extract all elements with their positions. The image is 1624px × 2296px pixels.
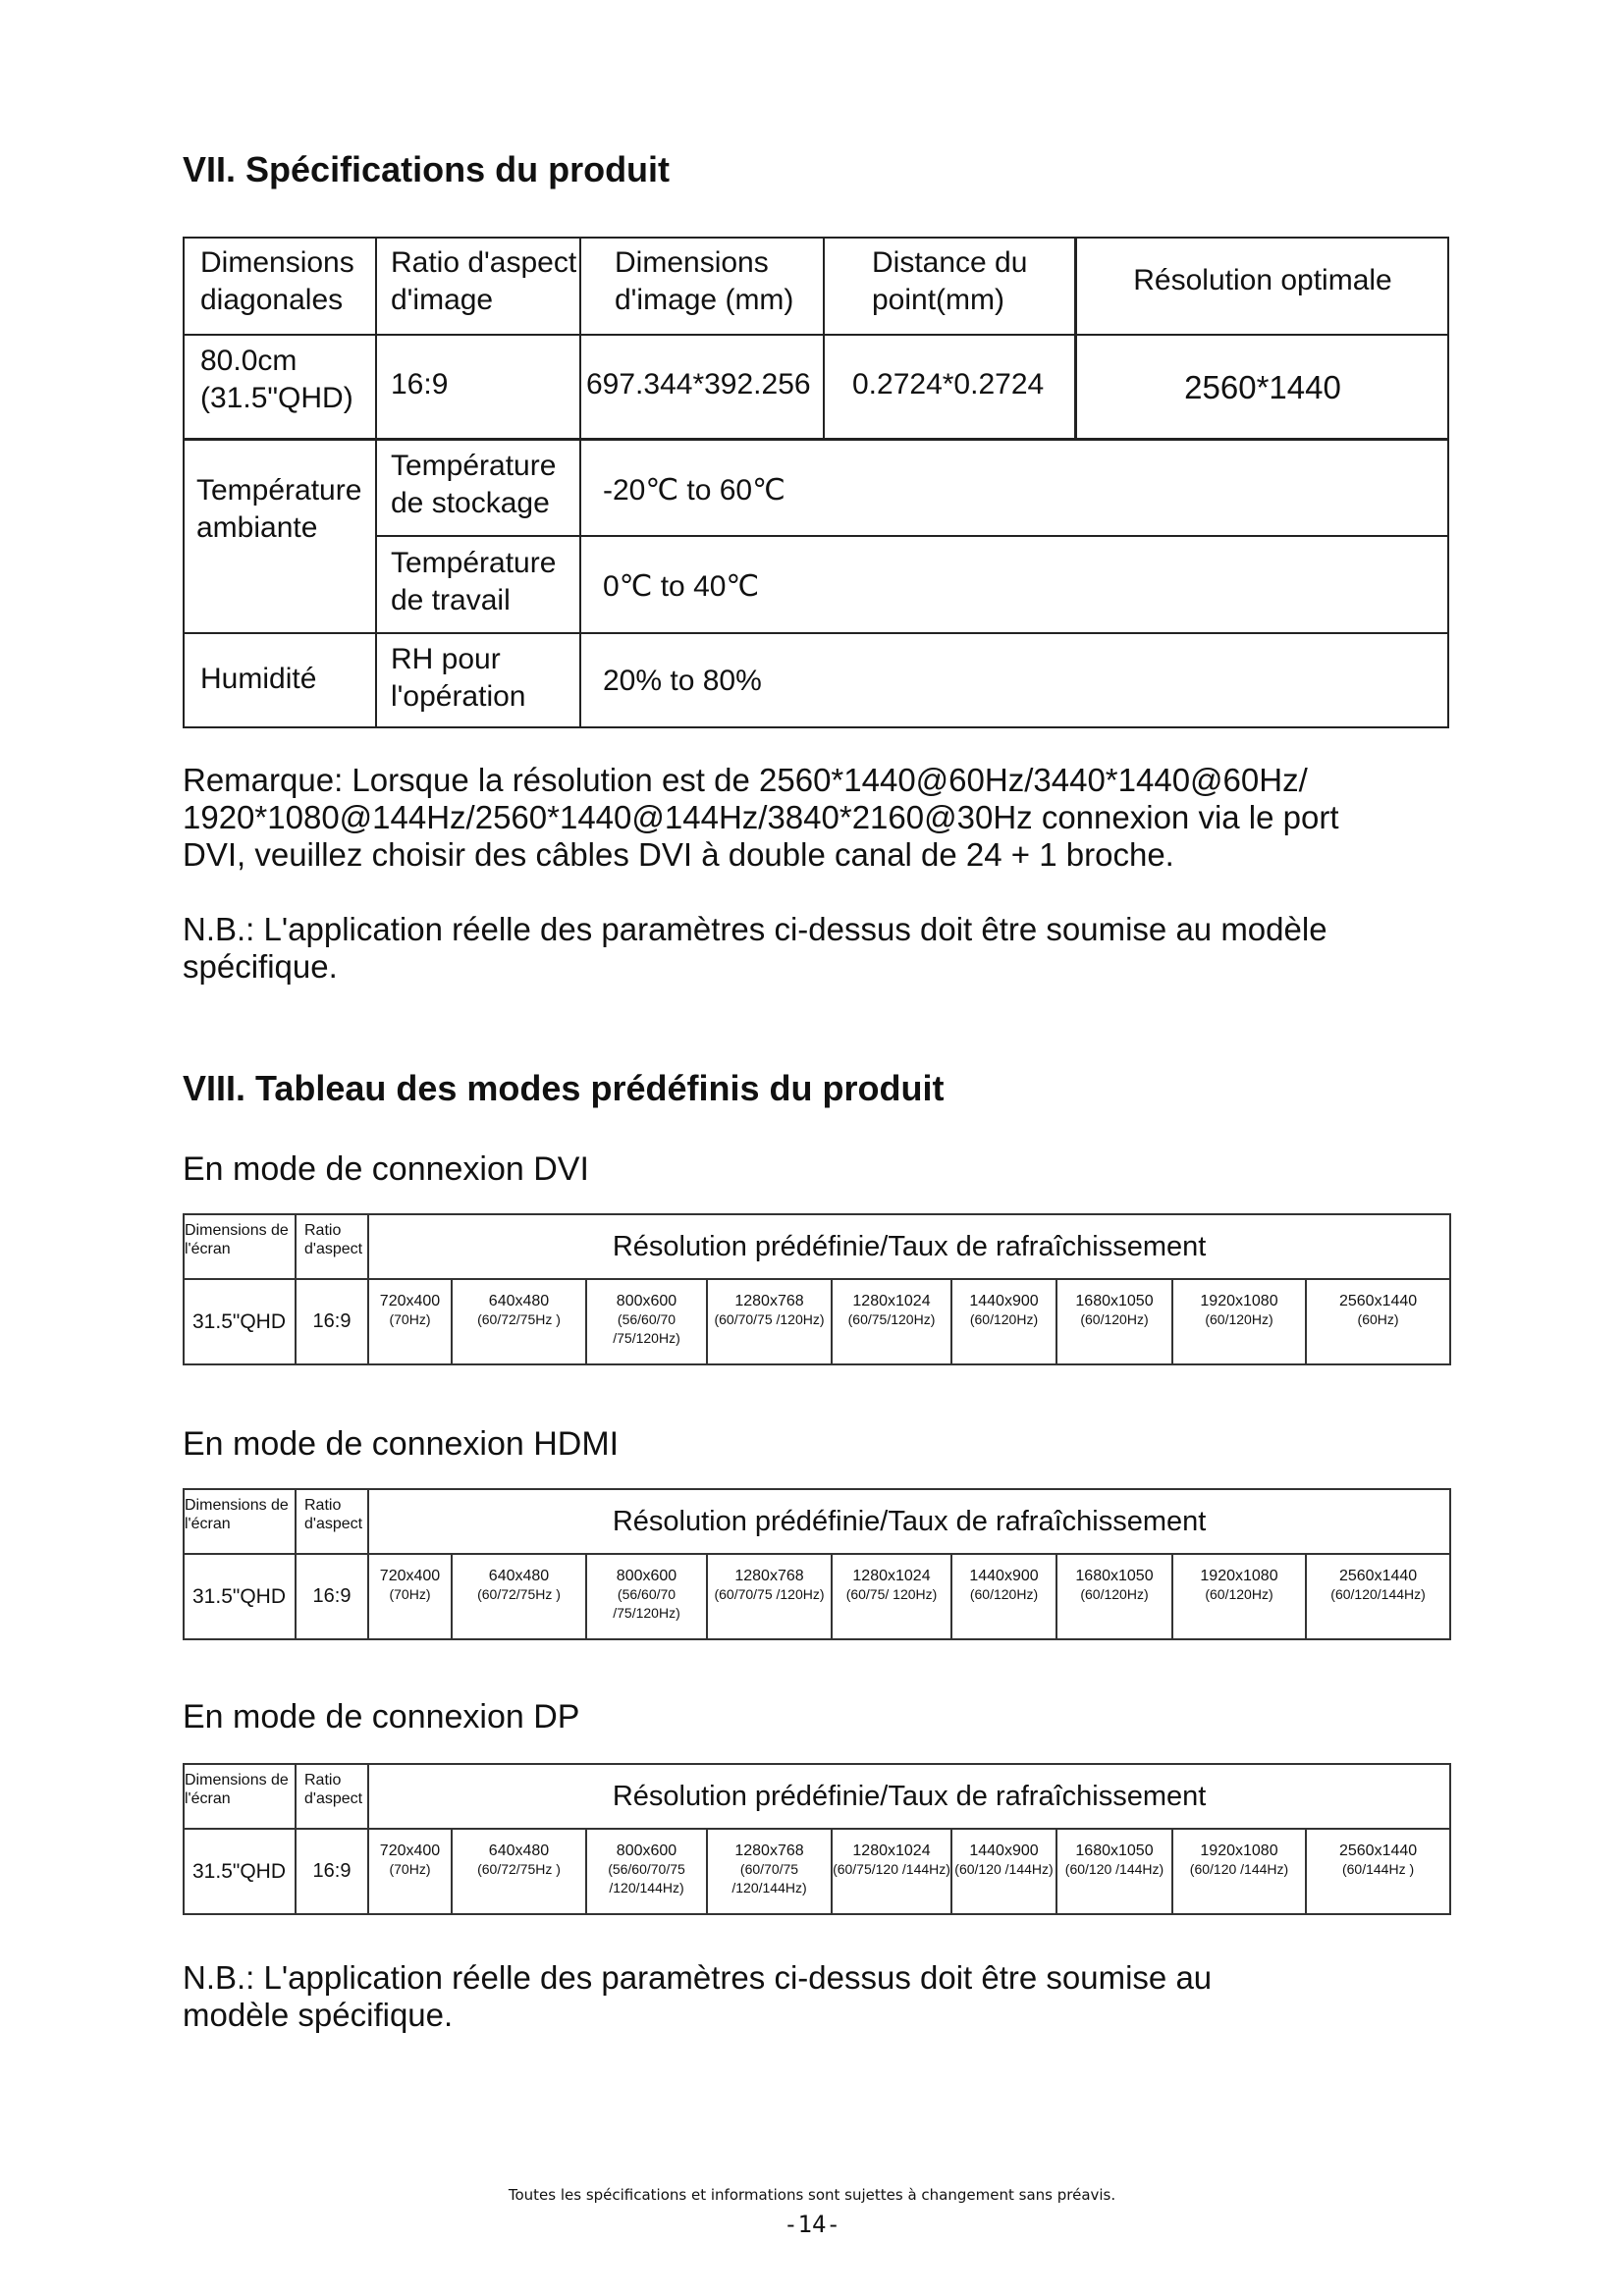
mode-rate: (60/70/75 /120/144Hz) xyxy=(731,1861,807,1896)
mode-cell xyxy=(1172,1554,1306,1639)
mode-rate: (60/75/120 /144Hz) xyxy=(833,1861,950,1877)
mode-rate: (60/72/75Hz ) xyxy=(477,1311,561,1327)
mode-rate: (70Hz) xyxy=(389,1586,431,1602)
remark-text: Remarque: Lorsque la résolution est de 2560*1440@60Hz/3440*1440@60Hz/ 1920*1080@144Hz/2560*1440@144Hz/3840*2160@30Hz connexion via le port DVI, veuillez choisir des câbles DVI à double canal de 24 + 1 broche. xyxy=(183,762,1339,873)
mode-resolution: 720x400 xyxy=(379,1568,441,1584)
aspect-ratio: 16:9 xyxy=(296,1554,368,1639)
value-resolution: 2560*1440 xyxy=(1184,369,1341,405)
section-8-title: VIII. Tableau des modes prédéfinis du produit xyxy=(183,1068,945,1108)
footer-note: Toutes les spécifications et informations sont sujettes à changement sans préavis. xyxy=(508,2186,1116,2204)
mode-resolution: 1680x1050 xyxy=(1075,1568,1154,1584)
mode-rate: (60/120Hz) xyxy=(1205,1311,1273,1327)
mode-cell xyxy=(1172,1279,1306,1364)
header-pitch: Distance du point(mm) xyxy=(872,246,1028,316)
value-pitch: 0.2724*0.2724 xyxy=(852,368,1045,400)
header-ratio: Ratio d'aspect d'image xyxy=(391,246,577,316)
mode-rate: (70Hz) xyxy=(389,1861,431,1877)
mode-rate: (56/60/70 /75/120Hz) xyxy=(613,1311,680,1346)
header-diagonal: Dimensions diagonales xyxy=(200,246,354,316)
mode-rate: (60/120 /144Hz) xyxy=(954,1861,1054,1877)
mode-resolution: 640x480 xyxy=(488,1568,550,1584)
page-number: -14- xyxy=(784,2211,840,2238)
mode-resolution: 720x400 xyxy=(379,1842,441,1859)
col-ratio-label: Ratio d'aspect xyxy=(296,1764,368,1829)
mode-rate: (70Hz) xyxy=(389,1311,431,1327)
mode-rate: (56/60/70/75 /120/144Hz) xyxy=(608,1861,685,1896)
mode-rate: (60/144Hz ) xyxy=(1341,1861,1415,1877)
mode-cell xyxy=(1306,1279,1450,1364)
mode-resolution: 1280x768 xyxy=(734,1568,804,1584)
mode-cell xyxy=(951,1829,1056,1914)
screen-size: 31.5"QHD xyxy=(184,1554,296,1639)
label-work-temp: Température de travail xyxy=(391,547,557,616)
mode-cell xyxy=(452,1829,586,1914)
mode-rate: (60/75/120Hz) xyxy=(847,1311,936,1327)
mode-resolution: 1280x1024 xyxy=(852,1842,931,1859)
mode-cell xyxy=(832,1829,951,1914)
mode-resolution: 2560x1440 xyxy=(1338,1293,1418,1309)
mode-cell xyxy=(1056,1279,1172,1364)
col-screen-label: Dimensions de l'écran xyxy=(184,1764,296,1829)
mode-resolution: 1280x768 xyxy=(734,1842,804,1859)
mode-resolution: 720x400 xyxy=(379,1293,441,1309)
mode-rate: (60Hz) xyxy=(1357,1311,1399,1327)
mode-rate: (60/120/144Hz) xyxy=(1330,1586,1426,1602)
mode-resolution: 640x480 xyxy=(488,1293,550,1309)
hdmi-mode-table xyxy=(183,1488,1451,1640)
mode-rate: (60/120Hz) xyxy=(1205,1586,1273,1602)
mode-resolution: 1280x768 xyxy=(734,1293,804,1309)
mode-rate: (60/72/75Hz ) xyxy=(477,1861,561,1877)
mode-rate: (60/120Hz) xyxy=(969,1586,1039,1602)
mode-cell xyxy=(586,1554,707,1639)
mode-resolution: 640x480 xyxy=(488,1842,550,1859)
screen-size: 31.5"QHD xyxy=(184,1279,296,1364)
mode-cell xyxy=(1056,1554,1172,1639)
header-image-dims: Dimensions d'image (mm) xyxy=(615,246,794,316)
label-storage-temp: Température de stockage xyxy=(391,450,557,519)
mode-resolution: 1680x1050 xyxy=(1075,1293,1154,1309)
label-humidity: Humidité xyxy=(200,663,317,695)
aspect-ratio: 16:9 xyxy=(296,1279,368,1364)
value-rh: 20% to 80% xyxy=(603,665,762,697)
mode-resolution: 1920x1080 xyxy=(1200,1842,1278,1859)
mode-resolution: 1920x1080 xyxy=(1200,1568,1278,1584)
mode-rate: (60/72/75Hz ) xyxy=(477,1586,561,1602)
mode-rate: (60/75/ 120Hz) xyxy=(845,1586,938,1602)
mode-rate: (60/120 /144Hz) xyxy=(1064,1861,1164,1877)
mode-resolution: 1680x1050 xyxy=(1075,1842,1154,1859)
value-ratio: 16:9 xyxy=(391,368,449,400)
hdmi-heading: En mode de connexion HDMI xyxy=(183,1425,620,1463)
mode-cell xyxy=(707,1829,832,1914)
mode-cell xyxy=(951,1279,1056,1364)
mode-cell xyxy=(832,1279,951,1364)
mode-resolution: 800x600 xyxy=(616,1293,677,1309)
mode-resolution: 2560x1440 xyxy=(1338,1842,1418,1859)
mode-cell xyxy=(1172,1829,1306,1914)
mode-rate: (56/60/70 /75/120Hz) xyxy=(613,1586,680,1621)
col-ratio-label: Ratio d'aspect xyxy=(296,1489,368,1554)
col-res-label: Résolution prédéfinie/Taux de rafraîchissement xyxy=(368,1489,1450,1554)
value-work-temp: 0℃ to 40℃ xyxy=(603,570,760,603)
section-7-title: VII. Spécifications du produit xyxy=(183,149,671,189)
mode-resolution: 1280x1024 xyxy=(852,1568,931,1584)
value-diagonal: 80.0cm (31.5"QHD) xyxy=(200,345,353,414)
col-screen-label: Dimensions de l'écran xyxy=(184,1214,296,1279)
mode-cell xyxy=(707,1554,832,1639)
spec-table xyxy=(183,237,1449,728)
mode-resolution: 800x600 xyxy=(616,1568,677,1584)
mode-cell xyxy=(452,1554,586,1639)
dvi-heading: En mode de connexion DVI xyxy=(183,1150,589,1188)
mode-cell xyxy=(1306,1829,1450,1914)
mode-resolution: 800x600 xyxy=(616,1842,677,1859)
mode-cell xyxy=(452,1279,586,1364)
mode-resolution: 1440x900 xyxy=(969,1842,1039,1859)
mode-cell xyxy=(586,1829,707,1914)
col-res-label: Résolution prédéfinie/Taux de rafraîchissement xyxy=(368,1214,1450,1279)
label-rh: RH pour l'opération xyxy=(391,643,526,713)
col-screen-label: Dimensions de l'écran xyxy=(184,1489,296,1554)
mode-rate: (60/70/75 /120Hz) xyxy=(714,1311,825,1327)
mode-rate: (60/120Hz) xyxy=(1080,1311,1149,1327)
mode-cell xyxy=(1056,1829,1172,1914)
mode-resolution: 1440x900 xyxy=(969,1293,1039,1309)
mode-resolution: 1280x1024 xyxy=(852,1293,931,1309)
mode-cell xyxy=(1306,1554,1450,1639)
mode-cell xyxy=(832,1554,951,1639)
mode-resolution: 2560x1440 xyxy=(1338,1568,1418,1584)
nb-text-2: N.B.: L'application réelle des paramètres ci-dessus doit être soumise au modèle spécifique. xyxy=(183,1959,1213,2033)
mode-cell xyxy=(368,1829,452,1914)
col-ratio-label: Ratio d'aspect xyxy=(296,1214,368,1279)
screen-size: 31.5"QHD xyxy=(184,1829,296,1914)
mode-resolution: 1920x1080 xyxy=(1200,1293,1278,1309)
value-storage-temp: -20℃ to 60℃ xyxy=(603,474,785,507)
header-resolution: Résolution optimale xyxy=(1133,264,1392,296)
dp-mode-table xyxy=(183,1763,1451,1915)
value-image-dims: 697.344*392.256 xyxy=(586,368,811,400)
mode-cell xyxy=(368,1279,452,1364)
aspect-ratio: 16:9 xyxy=(296,1829,368,1914)
mode-resolution: 1440x900 xyxy=(969,1568,1039,1584)
nb-text-1: N.B.: L'application réelle des paramètres ci-dessus doit être soumise au modèle spécifique. xyxy=(183,911,1327,985)
label-ambient-temp: Température ambiante xyxy=(196,474,362,544)
mode-rate: (60/120 /144Hz) xyxy=(1189,1861,1289,1877)
mode-cell xyxy=(951,1554,1056,1639)
dp-heading: En mode de connexion DP xyxy=(183,1698,580,1735)
mode-rate: (60/120Hz) xyxy=(969,1311,1039,1327)
dvi-mode-table xyxy=(183,1213,1451,1365)
mode-rate: (60/70/75 /120Hz) xyxy=(714,1586,825,1602)
mode-cell xyxy=(586,1279,707,1364)
mode-cell xyxy=(707,1279,832,1364)
col-res-label: Résolution prédéfinie/Taux de rafraîchissement xyxy=(368,1764,1450,1829)
mode-rate: (60/120Hz) xyxy=(1080,1586,1149,1602)
mode-cell xyxy=(368,1554,452,1639)
